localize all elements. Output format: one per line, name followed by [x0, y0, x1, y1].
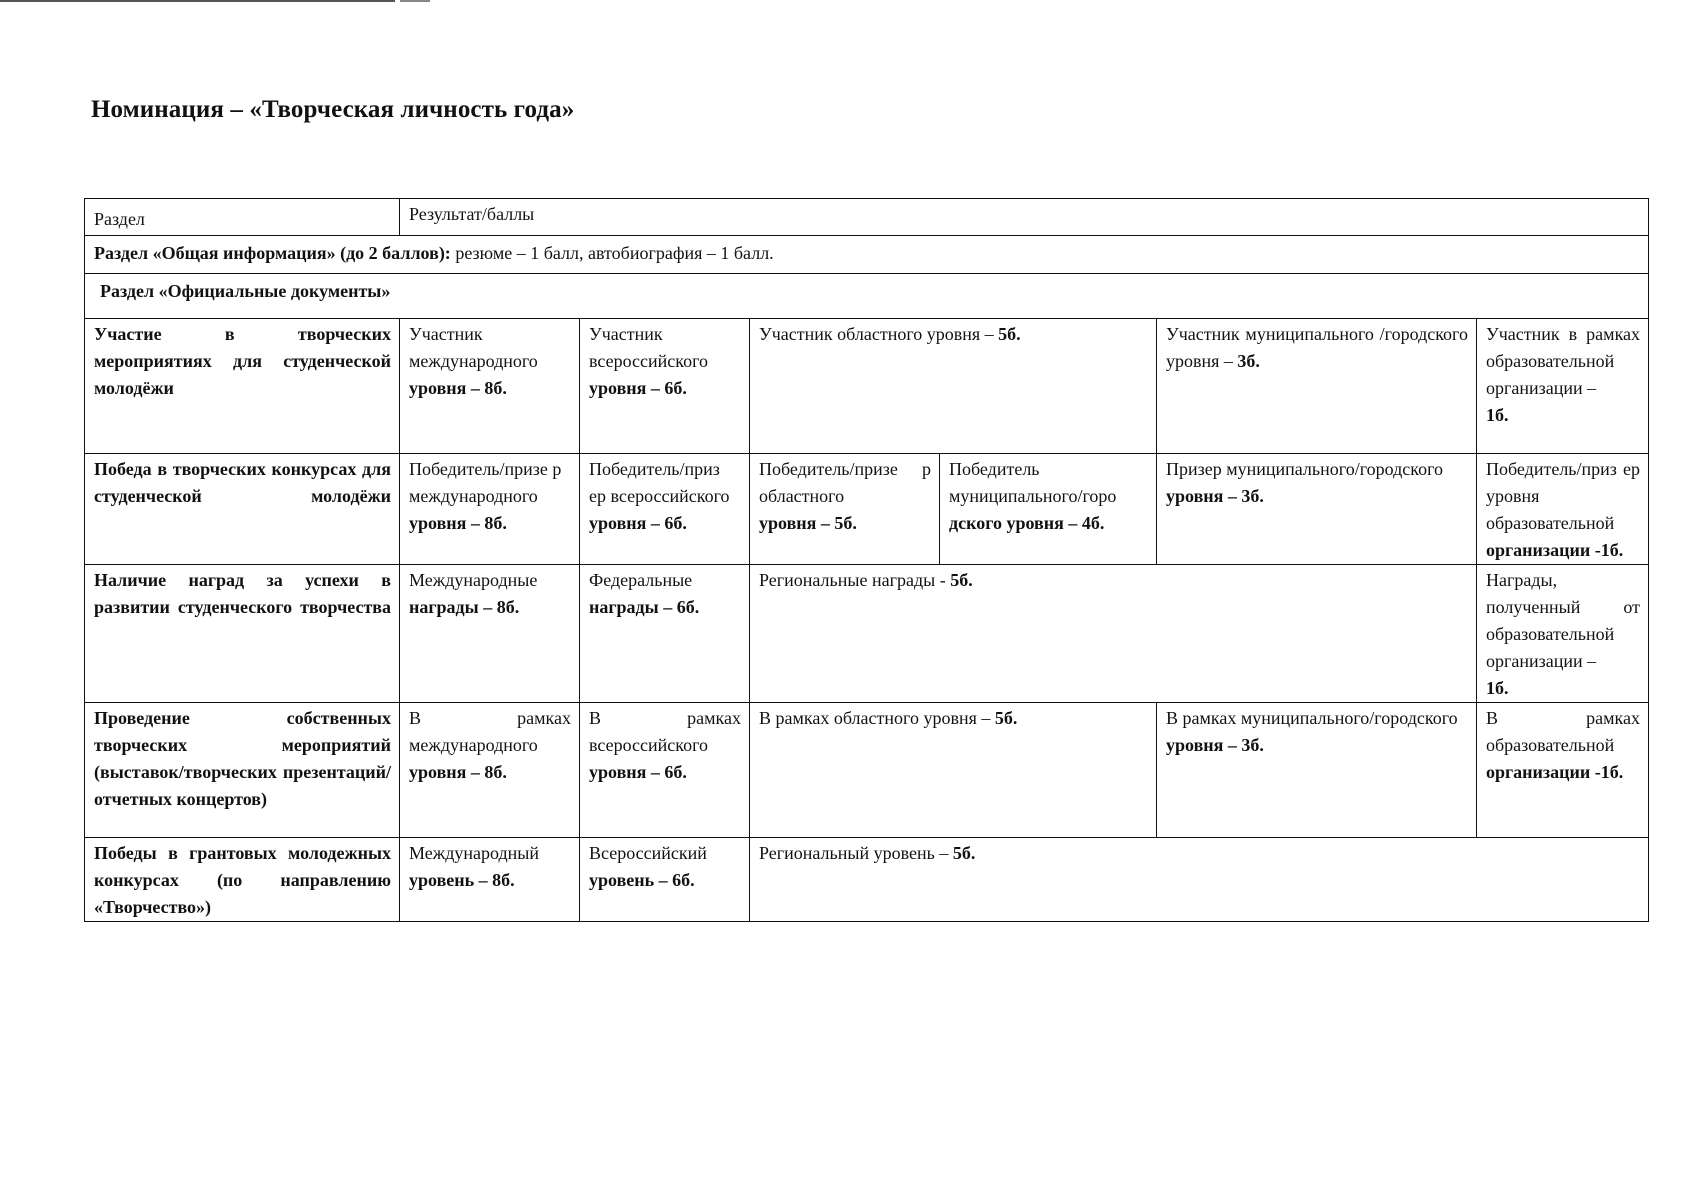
- cell-points: 1б.: [1486, 678, 1509, 698]
- cell-points: 5б.: [994, 708, 1018, 728]
- cell-points: уровня – 3б.: [1166, 735, 1264, 755]
- cell-text: В рамках международного: [409, 708, 571, 755]
- cell-points: уровня – 5б.: [759, 513, 857, 533]
- cell-text: Победитель/призе р международного: [409, 459, 562, 506]
- row-section-grants: Победы в грантовых молодежных конкурсах (по направлению «Творчество»): [85, 838, 400, 922]
- cell-text: Всероссийский: [589, 843, 707, 863]
- table-row: [85, 838, 1649, 922]
- row-cell-international: [400, 703, 580, 838]
- cell-points: 3б.: [1237, 351, 1260, 371]
- official-docs-cell: Раздел «Официальные документы»: [85, 274, 1649, 319]
- row-cell-federal: [580, 565, 750, 703]
- row-cell-municipal: [1157, 454, 1477, 565]
- cell-points: уровня – 6б.: [589, 513, 687, 533]
- cell-text: В рамках областного уровня –: [759, 708, 995, 728]
- row-cell-federal: [580, 319, 750, 454]
- row-cell-organization: [1477, 454, 1649, 565]
- cell-points: уровень – 8б.: [409, 870, 515, 890]
- cell-text: Победитель/призе р областного: [759, 459, 931, 506]
- criteria-table: [84, 198, 1649, 922]
- cell-text: Участник всероссийского: [589, 324, 709, 371]
- cell-text: Победитель/приз ер уровня образовательной: [1486, 459, 1641, 533]
- header-section-cell: Раздел: [85, 199, 400, 236]
- cell-points: организации -1б.: [1486, 540, 1624, 560]
- row-section-own-events: Проведение собственных творческих мероприятий (выставок/творческих презентаций/отчетных концертов): [85, 703, 400, 838]
- cell-points: уровня – 6б.: [589, 762, 687, 782]
- row-cell-international: [400, 565, 580, 703]
- cell-points: уровня – 8б.: [409, 762, 507, 782]
- table-row: [85, 319, 1649, 454]
- row-cell-city: [940, 454, 1157, 565]
- row-cell-federal: [580, 703, 750, 838]
- row-cell-federal: [580, 454, 750, 565]
- general-info-text: резюме – 1 балл, автобиография – 1 балл.: [450, 243, 774, 263]
- row-cell-regional: [750, 319, 1157, 454]
- cell-points: организации -1б.: [1486, 762, 1624, 782]
- row-cell-international: [400, 838, 580, 922]
- row-cell-organization: [1477, 565, 1649, 703]
- table-row: [85, 565, 1649, 703]
- general-info-row: [85, 236, 1649, 274]
- cell-text: В рамках муниципального/городского: [1166, 708, 1458, 728]
- row-cell-regional: [750, 703, 1157, 838]
- row-cell-municipal: [1157, 703, 1477, 838]
- row-cell-regional: [750, 454, 940, 565]
- cell-text: Победитель/приз ер всероссийского: [589, 459, 730, 506]
- cell-text: Региональные награды -: [759, 570, 951, 590]
- cell-text: Участник международного: [409, 324, 538, 371]
- cell-text: Международный: [409, 843, 539, 863]
- cell-text: В рамках всероссийского: [589, 708, 741, 755]
- table-row: [85, 454, 1649, 565]
- cell-text: Международные: [409, 570, 538, 590]
- row-cell-municipal: [1157, 319, 1477, 454]
- cell-text: Региональный уровень –: [759, 843, 953, 863]
- cell-text: Федеральные: [589, 570, 693, 590]
- cell-points: уровня – 8б.: [409, 378, 507, 398]
- cell-points: уровня – 3б.: [1166, 486, 1264, 506]
- cell-text: Награды, полученный от образовательной организации –: [1486, 570, 1641, 671]
- row-cell-organization: [1477, 319, 1649, 454]
- cell-text: Участник муниципального /городского уровня –: [1166, 324, 1468, 371]
- cell-points: 5б.: [998, 324, 1021, 344]
- top-scan-line-tail: [400, 0, 430, 2]
- cell-points: уровня – 8б.: [409, 513, 507, 533]
- cell-points: 5б.: [950, 570, 973, 590]
- row-cell-regional: [750, 565, 1477, 703]
- cell-text: Призер муниципального/городского: [1166, 459, 1444, 479]
- cell-points: уровня – 6б.: [589, 378, 687, 398]
- top-scan-line: [0, 0, 395, 2]
- cell-points: награды – 8б.: [409, 597, 520, 617]
- row-section-victory: Победа в творческих конкурсах для студенческой молодёжи: [85, 454, 400, 565]
- row-section-awards: Наличие наград за успехи в развитии студенческого творчества: [85, 565, 400, 703]
- cell-points: 1б.: [1486, 405, 1509, 425]
- cell-points: 5б.: [952, 843, 976, 863]
- cell-text: Участник областного уровня –: [759, 324, 999, 344]
- row-cell-international: [400, 319, 580, 454]
- row-cell-regional: [750, 838, 1649, 922]
- row-cell-organization: [1477, 703, 1649, 838]
- header-result-cell: Результат/баллы: [400, 199, 1649, 236]
- cell-points: дского уровня – 4б.: [949, 513, 1105, 533]
- cell-text: Участник в рамках образовательной организации –: [1486, 324, 1641, 398]
- row-cell-international: [400, 454, 580, 565]
- table-row: [85, 703, 1649, 838]
- general-info-cell: [85, 236, 1649, 274]
- cell-text: В рамках образовательной: [1486, 708, 1641, 755]
- row-section-participation: Участие в творческих мероприятиях для студенческой молодёжи: [85, 319, 400, 454]
- cell-points: уровень – 6б.: [589, 870, 695, 890]
- official-docs-row: [85, 274, 1649, 319]
- table-header-row: [85, 199, 1649, 236]
- cell-text: Победитель муниципального/горо: [949, 459, 1117, 506]
- cell-points: награды – 6б.: [589, 597, 700, 617]
- general-info-label: Раздел «Общая информация» (до 2 баллов):: [94, 243, 451, 263]
- row-cell-federal: [580, 838, 750, 922]
- page-title: Номинация – «Творческая личность года»: [91, 96, 575, 123]
